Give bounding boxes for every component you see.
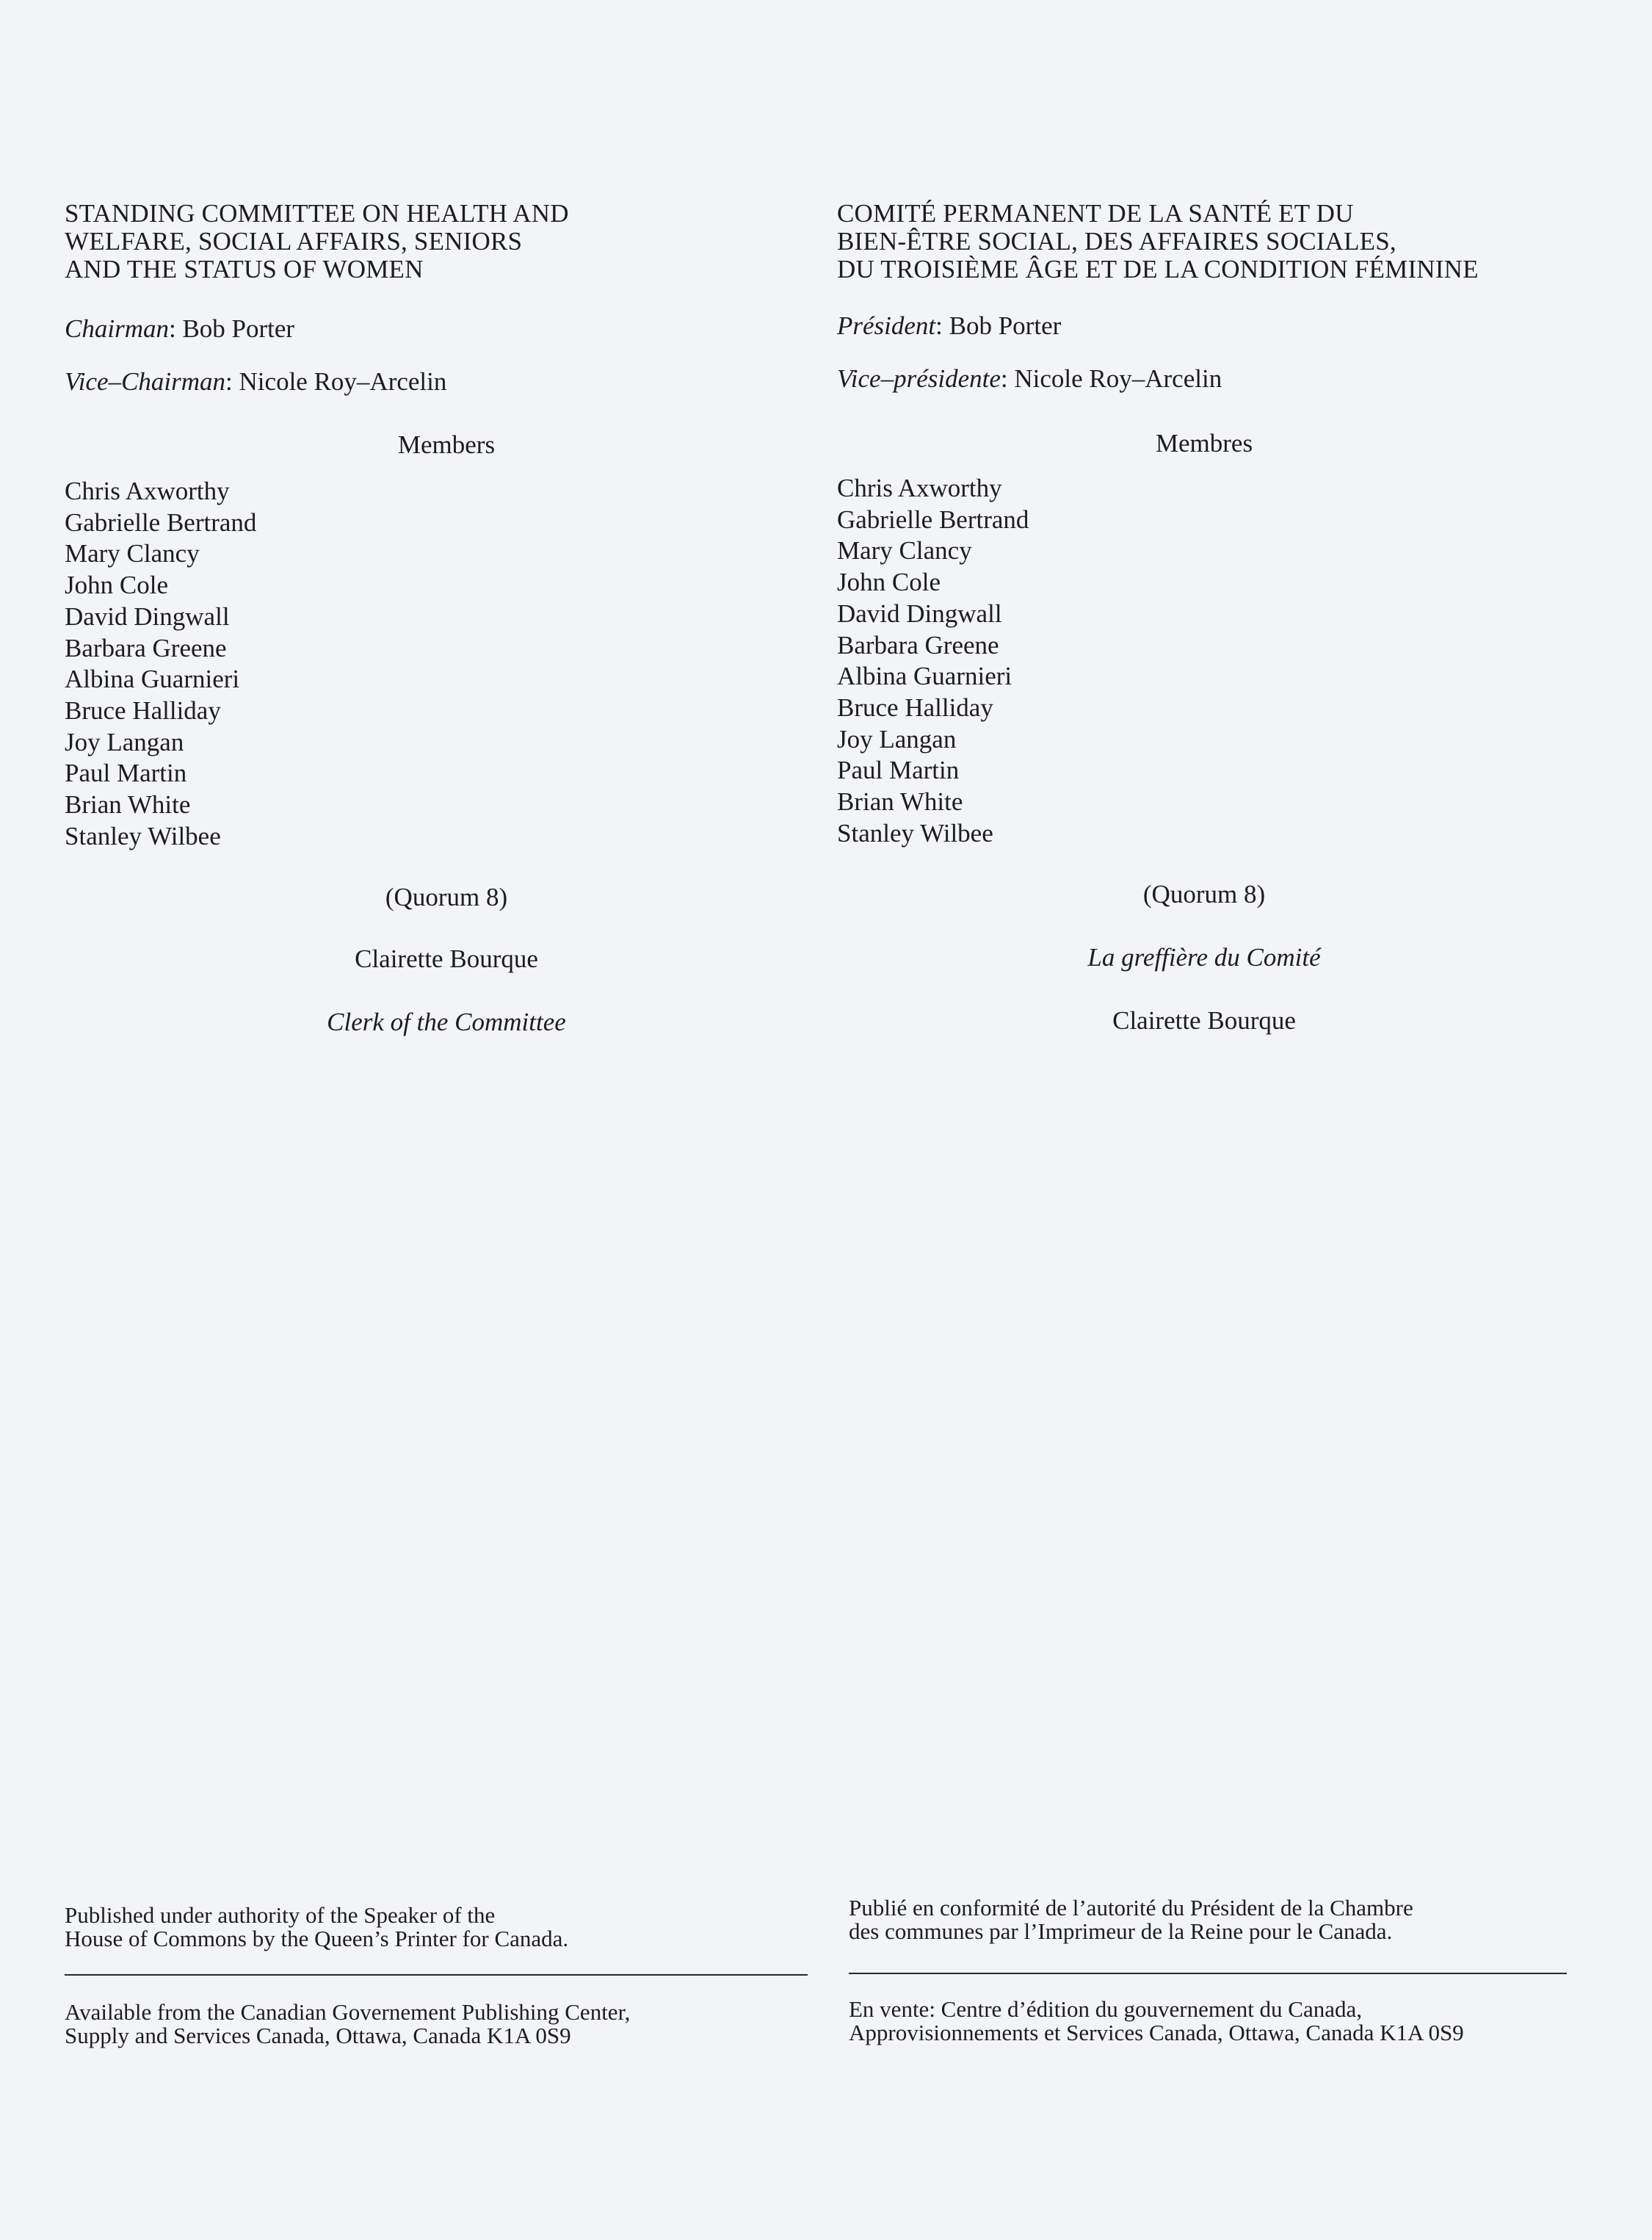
english-chairman: Chairman: Bob Porter (65, 314, 295, 343)
member-item: Mary Clancy (65, 539, 200, 568)
english-published-notice (65, 1904, 568, 1951)
member-item: Bruce Halliday (65, 696, 221, 725)
member-item: Chris Axworthy (65, 477, 230, 505)
english-members-list (65, 476, 256, 852)
french-column (837, 199, 1601, 1035)
french-published-line: Publié en conformité de l’autorité du Président de la Chambre (849, 1895, 1413, 1921)
french-vice-president: Vice–présidente: Nicole Roy–Arcelin (837, 364, 1222, 393)
french-title-line: COMITÉ PERMANENT DE LA SANTÉ ET DU (837, 199, 1354, 228)
president-label: Président (837, 311, 936, 340)
president-name: Bob Porter (949, 311, 1062, 340)
vice-chairman-label: Vice–Chairman (65, 367, 226, 396)
membre-item: Gabrielle Bertrand (837, 505, 1029, 534)
membre-item: John Cole (837, 568, 941, 597)
member-item: Stanley Wilbee (65, 821, 221, 850)
member-item: Albina Guarnieri (65, 665, 240, 694)
membre-item: Mary Clancy (837, 536, 972, 566)
chairman-label: Chairman (65, 314, 169, 343)
membre-item: Bruce Halliday (837, 693, 993, 722)
french-availability-notice (849, 1998, 1464, 2045)
member-item: John Cole (65, 571, 168, 600)
vice-chairman-name: Nicole Roy–Arcelin (239, 367, 447, 396)
french-available-line: En vente: Centre d’édition du gouvernement du Canada, (849, 1996, 1363, 2022)
french-members-heading: Membres (1155, 429, 1253, 458)
member-item: Barbara Greene (65, 633, 227, 662)
member-item: Brian White (65, 790, 191, 820)
membre-item: David Dingwall (837, 599, 1002, 628)
membre-item: Stanley Wilbee (837, 818, 993, 848)
chairman-name: Bob Porter (182, 314, 295, 343)
french-committee-title (837, 200, 1601, 283)
english-column (65, 199, 828, 1036)
membre-item: Paul Martin (837, 756, 960, 785)
member-item: Paul Martin (65, 759, 187, 788)
french-published-line: des communes par l’Imprimeur de la Reine pour le Canada. (849, 1918, 1393, 1944)
membre-item: Brian White (837, 787, 963, 817)
french-available-line: Approvisionnements et Services Canada, Ottawa, Canada K1A 0S9 (849, 2020, 1464, 2045)
membre-item: Joy Langan (837, 724, 957, 754)
french-published-notice (849, 1896, 1413, 1943)
english-footer-divider (65, 1974, 808, 1976)
english-clerk-name: Clairette Bourque (355, 944, 538, 973)
english-title-line: WELFARE, SOCIAL AFFAIRS, SENIORS (65, 227, 523, 256)
french-title-line: BIEN-ÊTRE SOCIAL, DES AFFAIRES SOCIALES, (837, 227, 1396, 256)
english-vice-chairman: Vice–Chairman: Nicole Roy–Arcelin (65, 367, 447, 396)
membre-item: Chris Axworthy (837, 474, 1002, 502)
french-footer-divider (849, 1973, 1567, 1974)
french-members-list (837, 473, 1029, 849)
english-quorum: (Quorum 8) (385, 883, 508, 911)
french-quorum: (Quorum 8) (1142, 880, 1266, 908)
english-members-heading: Members (397, 430, 496, 459)
english-published-line: House of Commons by the Queen’s Printer for Canada. (65, 1926, 569, 1951)
membre-item: Barbara Greene (837, 630, 999, 660)
french-clerk-title: La greffière du Comité (1087, 943, 1321, 972)
english-committee-title (65, 200, 828, 283)
vice-president-name: Nicole Roy–Arcelin (1014, 364, 1222, 393)
member-item: David Dingwall (65, 601, 230, 631)
french-title-line: DU TROISIÈME ÂGE ET DE LA CONDITION FÉMININE (837, 255, 1479, 283)
membre-item: Albina Guarnieri (837, 662, 1012, 691)
member-item: Joy Langan (65, 727, 184, 756)
french-clerk-name: Clairette Bourque (1112, 1006, 1296, 1035)
member-item: Gabrielle Bertrand (65, 507, 257, 537)
vice-president-label: Vice–présidente (837, 364, 1001, 393)
french-president: Président: Bob Porter (837, 311, 1062, 340)
english-published-line: Published under authority of the Speaker of the (65, 1902, 496, 1928)
english-title-line: AND THE STATUS OF WOMEN (65, 255, 424, 283)
english-available-line: Available from the Canadian Governement Publishing Center, (65, 1999, 631, 2025)
english-clerk-title: Clerk of the Committee (327, 1008, 566, 1036)
english-title-line: STANDING COMMITTEE ON HEALTH AND (65, 199, 569, 228)
english-available-line: Supply and Services Canada, Ottawa, Canada K1A 0S9 (65, 2023, 571, 2048)
english-availability-notice (65, 2001, 630, 2048)
